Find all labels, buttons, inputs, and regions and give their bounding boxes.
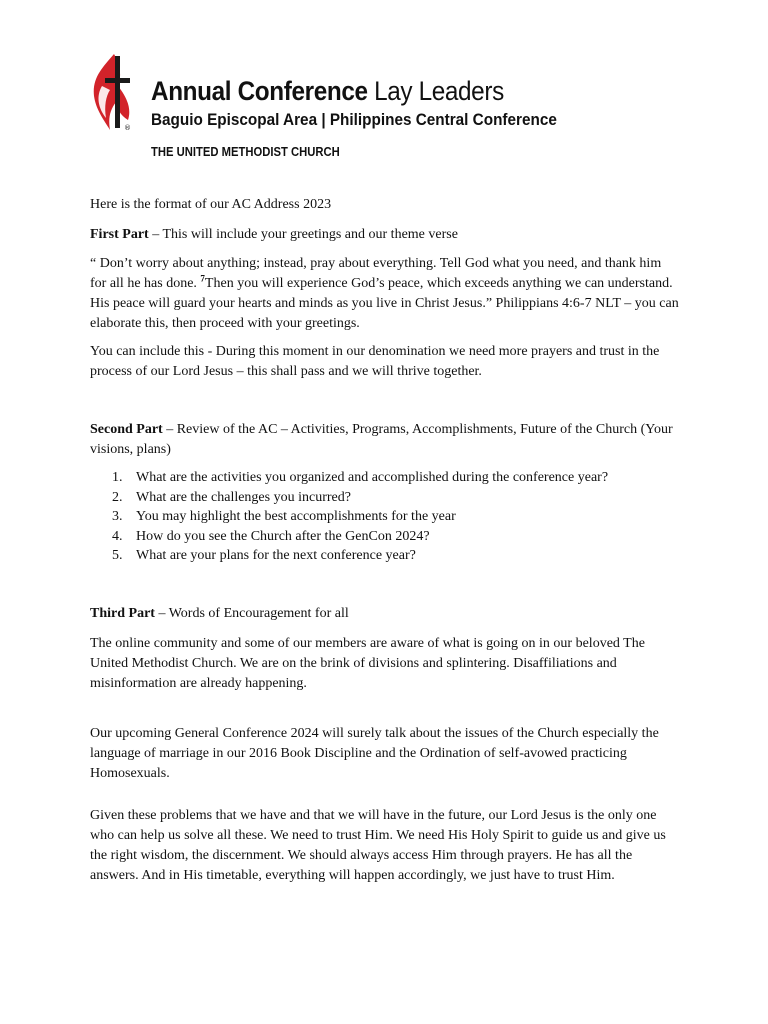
list-item bbox=[90, 488, 680, 508]
list-text: What are the challenges you incurred? bbox=[136, 489, 351, 505]
list-text: You may highlight the best accomplishments for the year bbox=[136, 509, 456, 524]
letterhead-subtitle: Baguio Episcopal Area | Philippines Central Conference bbox=[151, 110, 557, 129]
letterhead-title bbox=[151, 74, 504, 108]
list-item bbox=[90, 546, 680, 566]
first-part-text: – This will include your greetings and our theme verse bbox=[148, 227, 458, 242]
title-light: Lay Leaders bbox=[374, 76, 504, 106]
list-item bbox=[90, 468, 680, 488]
list-number: 4. bbox=[112, 528, 123, 544]
first-part-note: You can include this - During this moment in our denomination we need more prayers and trust in the process of our Lord Jesus – this shall pass and we will thrive together. bbox=[90, 344, 660, 379]
church-name: THE UNITED METHODIST CHURCH bbox=[151, 145, 340, 159]
first-part-heading bbox=[90, 225, 680, 245]
list-item bbox=[90, 527, 680, 547]
question-list bbox=[90, 468, 680, 566]
second-part-heading bbox=[90, 420, 680, 460]
list-text: What are your plans for the next conference year? bbox=[136, 548, 416, 563]
list-number: 5. bbox=[112, 548, 123, 563]
registered-mark: ® bbox=[124, 124, 131, 132]
third-part-text: – Words of Encouragement for all bbox=[154, 606, 349, 621]
paragraph: Our upcoming General Conference 2024 will surely talk about the issues of the Church especially the language of marriage in our 2016 Book Discipline and the Ordination of self-avowed practicing Homosexuals. bbox=[90, 726, 659, 781]
list-item bbox=[90, 507, 680, 527]
first-part-label: First Part bbox=[90, 227, 149, 242]
list-number: 2. bbox=[112, 489, 123, 505]
paragraph: Given these problems that we have and that we will have in the future, our Lord Jesus is the only one who can help us solve all these. We need to trust Him. We need His Holy Spirit to guide us and give us the right wisdom, the discernment. We should always access Him through prayers. He has all the answers. And in His timetable, everything will happen accordingly, we just have to trust Him. bbox=[90, 808, 666, 883]
verse-before: “ Don’t worry about anything; instead, pray about everything. Tell God what you need, and thank him for all he has done. bbox=[90, 256, 662, 291]
verse-after: Then you will experience God’s peace, which exceeds anything we can understand. His peace will guard your hearts and minds as you live in Christ Jesus.” Philippians 4:6-7 NLT – you can elaborate this, then proceed with your greetings. bbox=[90, 276, 679, 331]
third-part-label: Third Part bbox=[90, 606, 155, 621]
third-part-heading bbox=[90, 604, 680, 624]
list-number: 1. bbox=[112, 470, 123, 485]
list-text: What are the activities you organized and accomplished during the conference year? bbox=[136, 470, 609, 485]
theme-verse bbox=[90, 254, 680, 334]
list-number: 3. bbox=[112, 509, 123, 524]
intro-line: Here is the format of our AC Address 2023 bbox=[90, 197, 332, 212]
cross-and-flame-icon bbox=[88, 50, 138, 134]
second-part-text: – Review of the AC – Activities, Programs, Accomplishments, Future of the Church (Your visions, plans) bbox=[90, 422, 673, 457]
list-text: How do you see the Church after the GenCon 2024? bbox=[136, 528, 430, 544]
second-part-label: Second Part bbox=[90, 422, 163, 437]
title-bold: Annual Conference bbox=[151, 76, 368, 106]
verse-number: 7 bbox=[200, 273, 205, 284]
paragraph: The online community and some of our members are aware of what is going on in our beloved The United Methodist Church. We are on the brink of divisions and splintering. Disaffiliations and misinformation are already happening. bbox=[90, 636, 645, 691]
